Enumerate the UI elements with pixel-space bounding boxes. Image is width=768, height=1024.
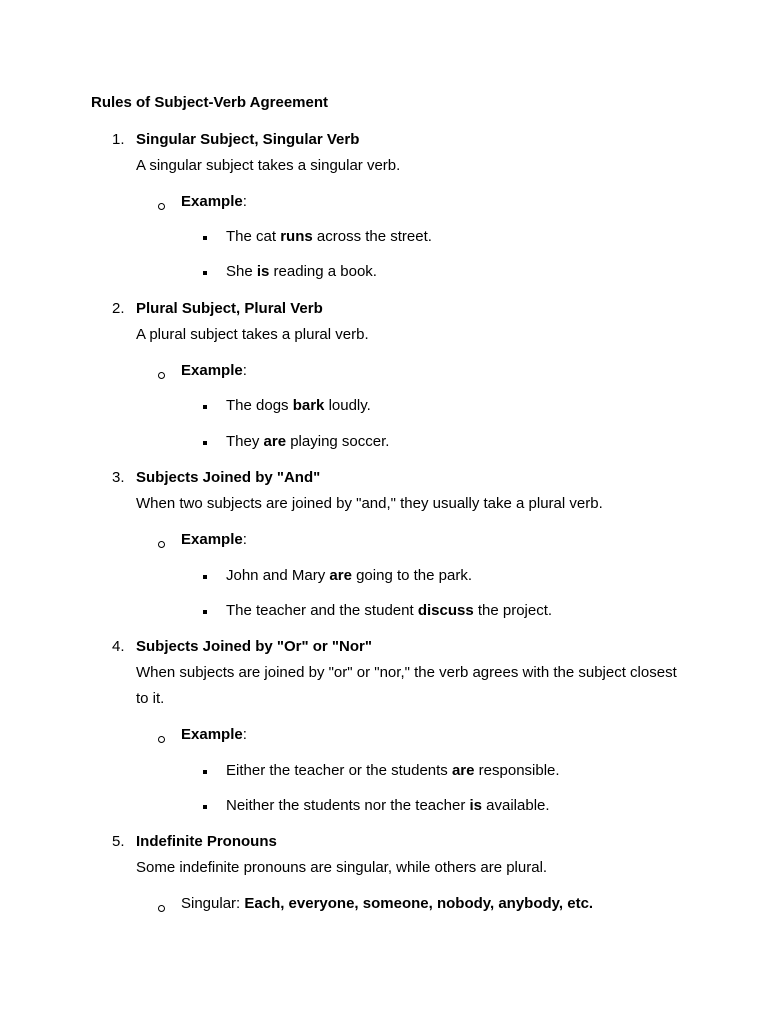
example-label: Example: [181,193,247,210]
square-bullet-icon [203,236,207,240]
rule-heading: Indefinite Pronouns [136,833,277,850]
example-sentence: Neither the students nor the teacher is available. [226,797,550,814]
rule-number: 3. [112,469,125,486]
circle-bullet-icon [158,372,165,379]
rule-heading: Plural Subject, Plural Verb [136,300,323,317]
example-sentence: The dogs bark loudly. [226,397,371,414]
circle-bullet-icon [158,541,165,548]
rule-description: When two subjects are joined by "and," they usually take a plural verb. [136,495,603,512]
rule-number: 2. [112,300,125,317]
document-title: Rules of Subject-Verb Agreement [91,94,328,111]
circle-bullet-icon [158,736,165,743]
rule-heading: Subjects Joined by "And" [136,469,321,486]
example-sentence: The cat runs across the street. [226,228,432,245]
example-sentence: The teacher and the student discuss the project. [226,602,553,619]
square-bullet-icon [203,405,207,409]
rule-number: 5. [112,833,125,850]
rule-description: A plural subject takes a plural verb. [136,326,369,343]
rule-heading: Singular Subject, Singular Verb [136,131,360,148]
square-bullet-icon [203,271,207,275]
example-label: Example: [181,726,247,743]
example-sentence: She is reading a book. [226,263,377,280]
rule-description: A singular subject takes a singular verb. [136,157,401,174]
example-sentence: John and Mary are going to the park. [226,567,473,584]
square-bullet-icon [203,805,207,809]
square-bullet-icon [203,575,207,579]
example-label: Example: [181,362,247,379]
rule-number: 4. [112,638,125,655]
circle-bullet-icon [158,905,165,912]
square-bullet-icon [203,441,207,445]
example-sentence: Either the teacher or the students are responsible. [226,762,560,779]
square-bullet-icon [203,770,207,774]
singular-pronouns-item: Singular: Each, everyone, someone, nobody, anybody, etc. [181,895,594,912]
example-sentence: They are playing soccer. [226,433,390,450]
rule-number: 1. [112,131,125,148]
circle-bullet-icon [158,203,165,210]
rule-description: Some indefinite pronouns are singular, while others are plural. [136,859,548,876]
square-bullet-icon [203,610,207,614]
example-label: Example: [181,531,247,548]
rule-heading: Subjects Joined by "Or" or "Nor" [136,638,372,655]
rule-description: When subjects are joined by "or" or "nor," the verb agrees with the subject closest to it. [136,664,677,707]
